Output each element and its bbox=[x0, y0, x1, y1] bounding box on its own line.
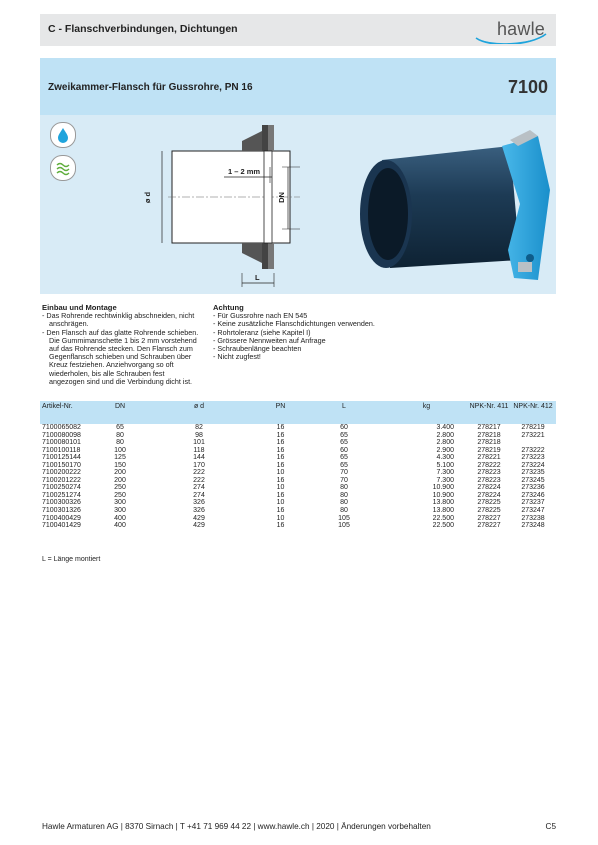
table-cell: 70 bbox=[340, 476, 348, 484]
table-cell: 16 bbox=[276, 439, 285, 447]
note-item: - Keine zusätzliche Flanschdichtungen verwenden. bbox=[213, 319, 375, 329]
table-cell: 400 bbox=[114, 514, 126, 522]
install-section bbox=[42, 304, 202, 386]
table-row bbox=[40, 439, 556, 447]
table-cell: 65 bbox=[340, 461, 348, 469]
table-cell: 300 bbox=[114, 507, 126, 515]
table-cell: 16 bbox=[276, 454, 285, 462]
install-heading: Einbau und Montage bbox=[42, 303, 117, 312]
title-band bbox=[40, 58, 556, 115]
table-cell: 16 bbox=[276, 491, 285, 499]
table-cell: 2.800 bbox=[436, 431, 454, 439]
table-cell: 125 bbox=[114, 454, 126, 462]
install-item: - Den Flansch auf das glatte Rohrende schieben. Die Gummimanschette 1 bis 2 mm vorstehend auf das Rohrende stecken. Den Flansch zum Gegenflansch schieben und Schrauben über Kreuz festziehen. Anziehvorgang so oft wiederholen, bis alle Schrauben fest angezogen sind und die Verbindung dicht ist. bbox=[42, 327, 199, 386]
table-cell: 278224 bbox=[477, 484, 501, 492]
hawle-logo bbox=[470, 16, 550, 44]
table-cell: 400 bbox=[114, 522, 126, 530]
table-cell: 80 bbox=[340, 507, 348, 515]
table-cell: 144 bbox=[193, 454, 205, 462]
table-cell: 7100065082 bbox=[42, 424, 81, 431]
table-cell: 22.500 bbox=[432, 514, 454, 522]
table-cell: 278227 bbox=[477, 514, 501, 522]
table-cell: 7100150170 bbox=[42, 461, 81, 469]
table-cell: 429 bbox=[193, 514, 205, 522]
table-cell: 273223 bbox=[521, 454, 545, 462]
table-cell: 278225 bbox=[477, 499, 501, 507]
table-row bbox=[40, 522, 556, 530]
table-row bbox=[40, 515, 556, 523]
table-cell: 65 bbox=[340, 439, 348, 447]
column-header: Artikel-Nr. bbox=[40, 401, 100, 424]
note-item: - Für Gussrohre nach EN 545 bbox=[213, 311, 308, 321]
table-cell: 65 bbox=[116, 424, 124, 431]
table-cell: 16 bbox=[276, 431, 285, 439]
column-header: PN bbox=[258, 401, 303, 424]
table-cell: 16 bbox=[276, 446, 285, 454]
table-cell: 5.100 bbox=[436, 461, 454, 469]
table-cell: 98 bbox=[195, 431, 203, 439]
notes-heading: Achtung bbox=[213, 303, 244, 312]
table-cell: 16 bbox=[276, 522, 285, 530]
table-cell: 22.500 bbox=[432, 522, 454, 530]
table-row bbox=[40, 484, 556, 492]
table-cell: 278218 bbox=[477, 431, 501, 439]
table-row bbox=[40, 424, 556, 432]
column-header: NPK-Nr. 411 bbox=[468, 401, 510, 424]
od-label: ø d bbox=[143, 191, 153, 204]
product-title: Zweikammer-Flansch für Gussrohre, PN 16 bbox=[48, 82, 253, 93]
table-cell: 273246 bbox=[521, 491, 545, 499]
table-cell: 273248 bbox=[521, 522, 545, 530]
table-row bbox=[40, 469, 556, 477]
product-photo bbox=[360, 130, 560, 282]
logo-text: hawle bbox=[496, 19, 545, 39]
table-cell: 80 bbox=[340, 484, 348, 492]
table-cell: 100 bbox=[114, 446, 126, 454]
table-cell: 16 bbox=[276, 507, 285, 515]
table-cell: 326 bbox=[193, 507, 205, 515]
table-cell: 278219 bbox=[521, 424, 545, 431]
table-cell: 10 bbox=[276, 514, 285, 522]
table-cell: 65 bbox=[340, 454, 348, 462]
page-number: C5 bbox=[545, 822, 556, 831]
table-cell: 274 bbox=[193, 491, 205, 499]
length-note: L = Länge montiert bbox=[42, 556, 101, 563]
table-row bbox=[40, 432, 556, 440]
table-cell: 278223 bbox=[477, 476, 501, 484]
table-cell: 250 bbox=[114, 491, 126, 499]
column-header: kg bbox=[385, 401, 468, 424]
product-hero bbox=[40, 58, 556, 294]
column-header: ø d bbox=[140, 401, 258, 424]
table-cell: 13.800 bbox=[432, 507, 454, 515]
table-cell: 7100100118 bbox=[42, 446, 81, 454]
table-cell: 105 bbox=[338, 514, 350, 522]
table-cell: 7100200222 bbox=[42, 469, 81, 477]
table-cell: 278219 bbox=[477, 446, 501, 454]
table-cell: 7100201222 bbox=[42, 476, 81, 484]
table-cell: 222 bbox=[193, 469, 205, 477]
table-cell: 170 bbox=[193, 461, 205, 469]
table-cell: 7100080098 bbox=[42, 431, 81, 439]
table-cell: 80 bbox=[116, 439, 124, 447]
table-cell: 250 bbox=[114, 484, 126, 492]
table-cell: 273221 bbox=[521, 431, 545, 439]
table-cell: 82 bbox=[195, 424, 203, 431]
table-cell: 4.300 bbox=[436, 454, 454, 462]
table-cell: 7.300 bbox=[436, 476, 454, 484]
table-cell bbox=[510, 439, 556, 447]
table-cell: 2.800 bbox=[436, 439, 454, 447]
section-title: C - Flanschverbindungen, Dichtungen bbox=[48, 23, 238, 35]
footer-text: Hawle Armaturen AG | 8370 Sirnach | T +41 71 969 44 22 | www.hawle.ch | 2020 | Änderungen vorbehalten bbox=[42, 822, 431, 831]
table-cell: 326 bbox=[193, 499, 205, 507]
table-cell: 429 bbox=[193, 522, 205, 530]
table-cell: 10 bbox=[276, 484, 285, 492]
table-cell: 7100125144 bbox=[42, 454, 81, 462]
table-cell: 7100300326 bbox=[42, 499, 81, 507]
column-header: NPK-Nr. 412 bbox=[510, 401, 556, 424]
table-cell: 278223 bbox=[477, 469, 501, 477]
column-header: DN bbox=[100, 401, 140, 424]
table-cell: 16 bbox=[276, 424, 285, 431]
table-cell: 278225 bbox=[477, 507, 501, 515]
table-cell: 10 bbox=[276, 469, 285, 477]
note-item: - Schraubenlänge beachten bbox=[213, 344, 302, 354]
wastewater-icon bbox=[50, 155, 76, 181]
dn-label: DN bbox=[276, 192, 286, 203]
table-cell: 300 bbox=[114, 499, 126, 507]
gap-label: 1 – 2 mm bbox=[228, 167, 261, 176]
table-cell: 60 bbox=[340, 424, 348, 431]
table-cell: 80 bbox=[340, 499, 348, 507]
table-cell: 273238 bbox=[521, 514, 545, 522]
table-cell: 278227 bbox=[477, 522, 501, 530]
table-cell: 65 bbox=[340, 431, 348, 439]
table-cell: 105 bbox=[338, 522, 350, 530]
table-cell: 7.300 bbox=[436, 469, 454, 477]
table-cell: 7100400429 bbox=[42, 514, 81, 522]
table-cell: 16 bbox=[276, 461, 285, 469]
note-item: - Rohrtoleranz (siehe Kapitel I) bbox=[213, 327, 311, 337]
table-cell: 274 bbox=[193, 484, 205, 492]
table-cell: 278224 bbox=[477, 491, 501, 499]
table-cell: 10 bbox=[276, 499, 285, 507]
table-cell: 118 bbox=[193, 446, 205, 454]
table-cell: 150 bbox=[114, 461, 126, 469]
table-cell: 16 bbox=[276, 476, 285, 484]
l-label: L bbox=[255, 273, 260, 282]
water-drop-icon bbox=[50, 122, 76, 148]
technical-drawing bbox=[143, 123, 310, 287]
table-row bbox=[40, 492, 556, 500]
table-cell: 278217 bbox=[477, 424, 501, 431]
table-cell: 222 bbox=[193, 476, 205, 484]
table-cell: 2.900 bbox=[436, 446, 454, 454]
table-cell: 80 bbox=[116, 431, 124, 439]
table-cell: 200 bbox=[114, 469, 126, 477]
table-cell: 7100080101 bbox=[42, 439, 81, 447]
table-cell: 7100250274 bbox=[42, 484, 81, 492]
table-cell: 273247 bbox=[521, 507, 545, 515]
table-cell: 7100251274 bbox=[42, 491, 81, 499]
table-cell: 278221 bbox=[477, 454, 501, 462]
note-item: - Grössere Nennweiten auf Anfrage bbox=[213, 335, 326, 345]
notes-section bbox=[213, 304, 393, 361]
table-row bbox=[40, 507, 556, 515]
table-cell: 70 bbox=[340, 469, 348, 477]
table-cell: 200 bbox=[114, 476, 126, 484]
table-row bbox=[40, 499, 556, 507]
table-row bbox=[40, 447, 556, 455]
table-cell: 7100301326 bbox=[42, 507, 81, 515]
table-cell: 273237 bbox=[521, 499, 545, 507]
table-cell: 273224 bbox=[521, 461, 545, 469]
table-header-row bbox=[40, 401, 556, 424]
table-cell: 273245 bbox=[521, 476, 545, 484]
table-cell: 10.900 bbox=[432, 484, 454, 492]
table-cell: 101 bbox=[193, 439, 205, 447]
table-cell: 278222 bbox=[477, 461, 501, 469]
note-item: - Nicht zugfest! bbox=[213, 352, 261, 362]
product-table bbox=[40, 401, 556, 530]
table-cell: 273235 bbox=[521, 469, 545, 477]
table-cell: 60 bbox=[340, 446, 348, 454]
table-cell: 3.400 bbox=[436, 424, 454, 431]
product-number: 7100 bbox=[507, 77, 548, 97]
table-row bbox=[40, 462, 556, 470]
table-cell: 10.900 bbox=[432, 491, 454, 499]
table-row bbox=[40, 477, 556, 485]
table-cell: 80 bbox=[340, 491, 348, 499]
column-header: L bbox=[303, 401, 385, 424]
table-cell: 13.800 bbox=[432, 499, 454, 507]
table-cell: 273236 bbox=[521, 484, 545, 492]
install-item: - Das Rohrende rechtwinklig abschneiden, nicht anschrägen. bbox=[42, 311, 195, 329]
table-cell: 7100401429 bbox=[42, 522, 81, 530]
table-cell: 273222 bbox=[521, 446, 545, 454]
table-row bbox=[40, 454, 556, 462]
table-cell: 278218 bbox=[477, 439, 501, 447]
top-bar bbox=[40, 14, 556, 46]
